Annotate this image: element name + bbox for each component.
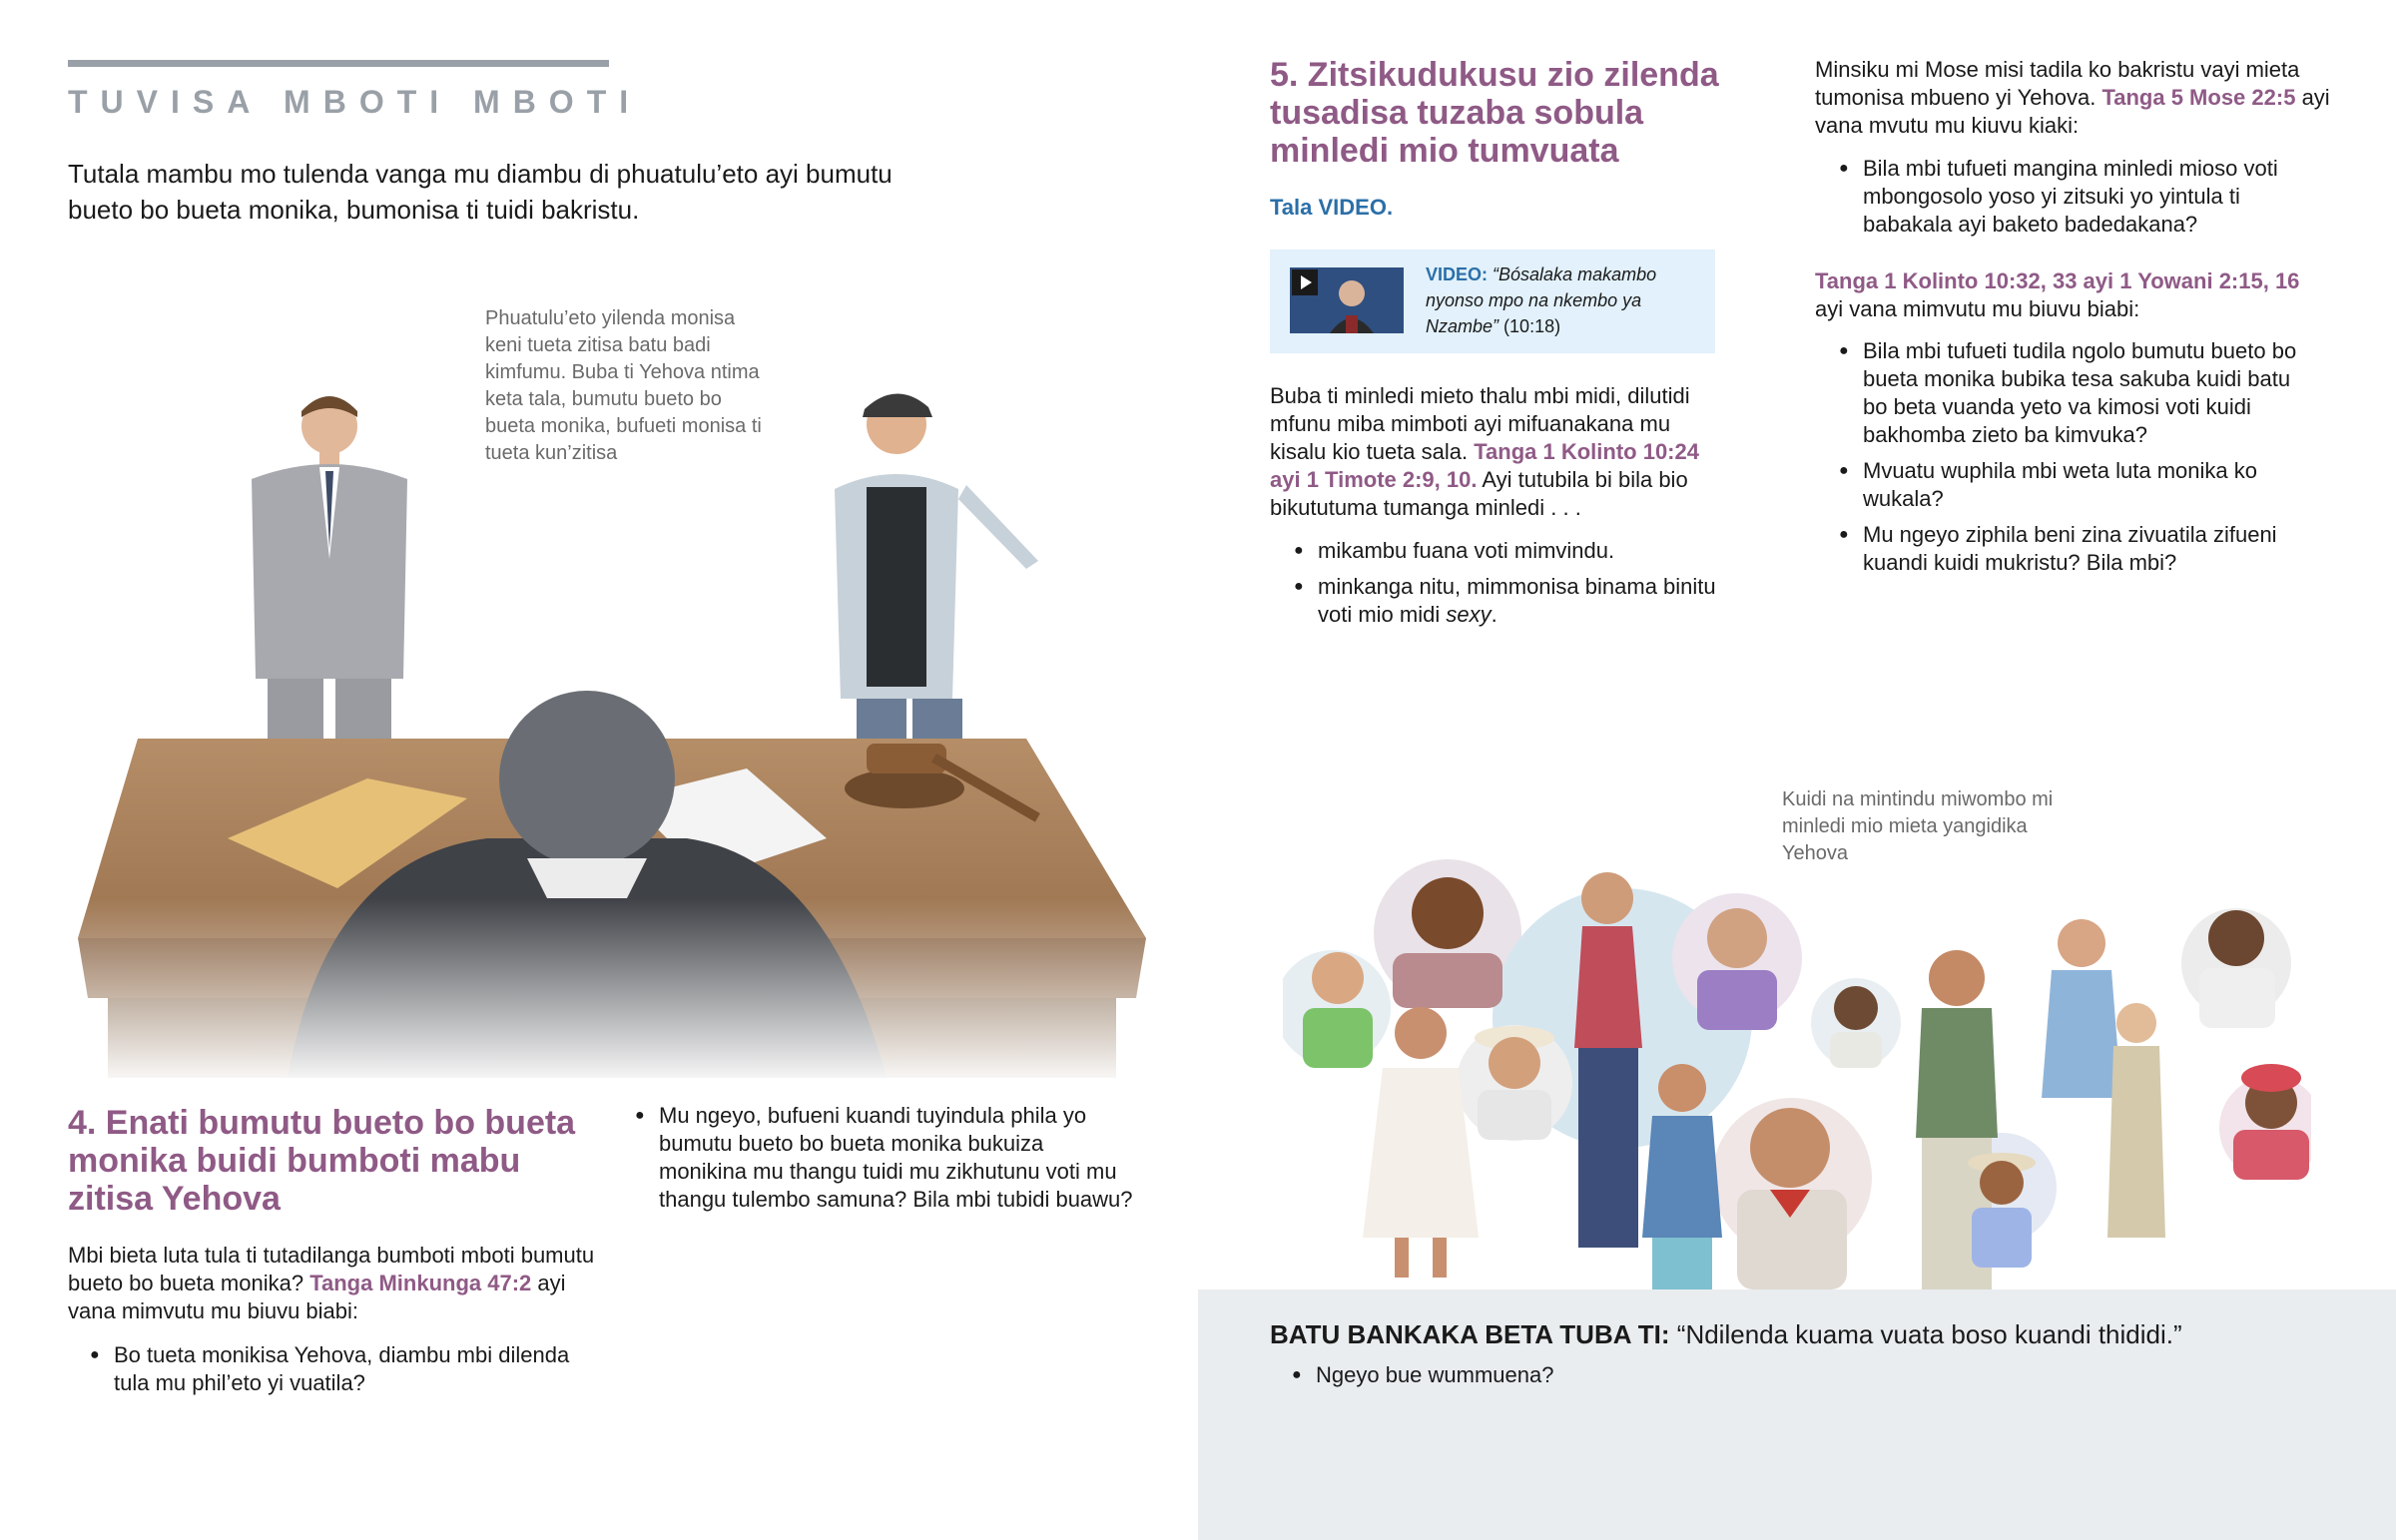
section-4-body bbox=[68, 1242, 607, 1325]
scripture-link-corinthians-john[interactable]: Tanga 1 Kolinto 10:32, 33 ayi 1 Yowani 2:15, 16 bbox=[1815, 268, 2300, 293]
section-4-heading: 4. Enati bumutu bueto bo bueta monika buidi bumboti mabu zitisa Yehova bbox=[68, 1104, 576, 1218]
section-5-body-text: Buba ti minledi mieto thalu mbi midi, dilutidi mfunu miba mimboti ayi mifuanakana mu kisalu kio tueta sala. bbox=[1270, 383, 1690, 464]
some-people-say-text bbox=[1270, 1317, 2368, 1351]
video-duration: (10:18) bbox=[1503, 316, 1561, 336]
question-item: ● Ngeyo bue wummuena? bbox=[1292, 1361, 1991, 1389]
video-info bbox=[1426, 261, 1705, 339]
section-rule bbox=[68, 60, 609, 67]
section-5-list bbox=[1294, 537, 1733, 637]
mose-law-text: Minsiku mi Mose misi tadila ko bakristu vayi mieta tumonisa mbueno yi Yehova. bbox=[1815, 57, 2300, 110]
question-item: ● Mu ngeyo ziphila beni zina zivuatila zifueni kuandi kuidi mukristu? Bila mbi? bbox=[1839, 521, 2318, 577]
scripture-link-corinthians-timothy[interactable]: Tanga 1 Kolinto 10:24 ayi 1 Timote 2:9, 10. bbox=[1270, 439, 1699, 492]
video-thumbnail[interactable] bbox=[1290, 267, 1404, 333]
section-5-body-tail: Ayi tutubila bi bila bio bikututuma tumanga minledi . . . bbox=[1270, 467, 1688, 520]
boy-figure bbox=[1303, 952, 1373, 1068]
question-item: ● Bila mbi tufueti mangina minledi mioso voti mbongosolo yoso yi zitsuki yo yintula ti babakala ayi baketo badedakana? bbox=[1839, 155, 2318, 239]
scripture-link-psalm[interactable]: Tanga Minkunga 47:2 bbox=[309, 1271, 532, 1295]
col3-questions-1 bbox=[1839, 155, 2318, 247]
mose-law-tail: ayi vana mvutu mu kiuvu kiaki: bbox=[1815, 85, 2330, 138]
intro-text: Tutala mambu mo tulenda vanga mu diambu di phuatulu’eto ayi bumutu bueto bo bueta monika, bumonisa ti tuidi bakristu. bbox=[68, 159, 893, 225]
girl-figure bbox=[1363, 1007, 1479, 1278]
question-item: ● Bila mbi tufueti tudila ngolo bumutu bueto bo bueta monika bubika tesa sakuba kuidi batu bo beta vuanda yeto va kimosi voti kuidi bakhomba zieto ba kimvuka? bbox=[1839, 337, 2318, 449]
section-title: TUVISA MBOTI MBOTI bbox=[68, 84, 642, 120]
col3-reading-tail: ayi vana mimvutu mu biuvu biabi: bbox=[1815, 296, 2140, 321]
watch-video-link[interactable]: Tala VIDEO. bbox=[1270, 195, 1394, 220]
question-item: ● Mu ngeyo, bufueni kuandi tuyindula phila yo bumutu bueto bo bueta monika bukuiza monikina mu thangu tuidi mu zikhutunu voti mu thangu tulembo samuna? Bila mbi tubidi buawu? bbox=[635, 1102, 1134, 1214]
people-in-various-clothing-illustration bbox=[1283, 858, 2311, 1289]
woman-standing-figure bbox=[1574, 872, 1642, 1248]
some-people-say-panel bbox=[1198, 1289, 2396, 1540]
list-item bbox=[1294, 573, 1733, 629]
section-4-questions-col2 bbox=[635, 1102, 1134, 1222]
video-card[interactable] bbox=[1270, 250, 1715, 353]
video-label: VIDEO: bbox=[1426, 264, 1489, 284]
section-5-body bbox=[1270, 382, 1729, 522]
some-people-say-questions bbox=[1292, 1361, 1991, 1397]
section-4-questions bbox=[90, 1341, 589, 1405]
video-title: “Bósalaka makambo nyonso mpo na nkembo ya Nzambe” bbox=[1426, 264, 1657, 336]
play-icon[interactable] bbox=[1292, 269, 1318, 295]
woman-blue-dress-figure bbox=[2042, 919, 2121, 1098]
col3-questions-2 bbox=[1839, 337, 2318, 585]
list-item-end: . bbox=[1491, 602, 1498, 627]
some-people-say-label: BATU BANKAKA BETA TUBA TI: bbox=[1270, 1319, 1670, 1349]
scripture-link-deuteronomy[interactable]: Tanga 5 Mose 22:5 bbox=[2101, 85, 2296, 110]
section-5-heading: 5. Zitsikudukusu zio zilenda tusadisa tuzaba sobula minledi mio tumvuata bbox=[1270, 56, 1719, 170]
section-4-body-tail: ayi vana mimvutu mu biuvu biabi: bbox=[68, 1271, 566, 1323]
some-people-say-quote: “Ndilenda kuama vuata boso kuandi thididi.” bbox=[1676, 1319, 2182, 1349]
people-illustration-caption: Kuidi na mintindu miwombo mi minledi mio mieta yangidika Yehova bbox=[1782, 788, 2054, 864]
question-item: ● Bo tueta monikisa Yehova, diambu mbi dilenda tula mu phil’eto yi vuatila? bbox=[90, 1341, 589, 1397]
question-item: ● Mvuatu wuphila mbi weta luta monika ko wukala? bbox=[1839, 457, 2318, 513]
list-item-italic: sexy bbox=[1446, 602, 1492, 627]
col3-reading-prompt bbox=[1815, 267, 2334, 323]
list-item-text: minkanga nitu, mimmonisa binama binitu voti mio midi bbox=[1318, 574, 1716, 627]
illustration-caption: Phuatulu’eto yilenda monisa keni tueta zitisa batu badi kimfumu. Buba ti Yehova ntima keta tala, bumutu bueto bo bueta monika, bufueti monisa ti tueta kun’zitisa bbox=[485, 307, 762, 464]
mose-law-paragraph bbox=[1815, 56, 2334, 140]
section-4-body-text: Mbi bieta luta tula ti tutadilanga bumboti mboti bumutu bueto bo bueta monika? bbox=[68, 1243, 595, 1295]
list-item: ● mikambu fuana voti mimvindu. bbox=[1294, 537, 1733, 565]
